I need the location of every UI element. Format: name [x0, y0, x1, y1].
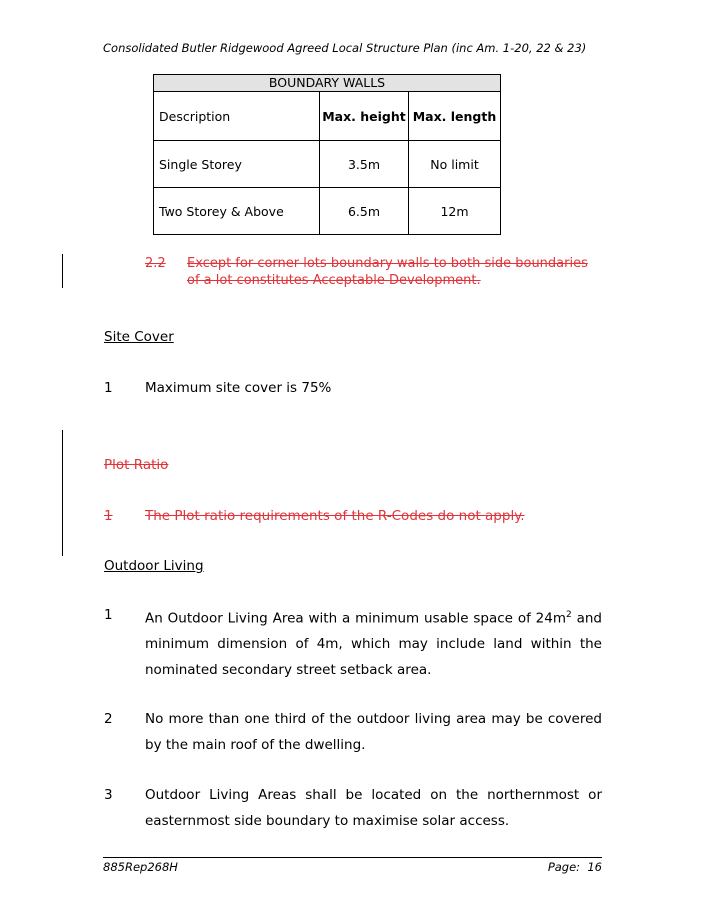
column-header-max-height: Max. height — [319, 92, 408, 141]
footer-rule — [103, 857, 602, 858]
list-item-text: No more than one third of the outdoor living area may be covered by the main roof of the dwelling. — [145, 711, 602, 753]
revision-change-bar — [62, 254, 63, 288]
table-cell-max-height: 3.5m — [319, 141, 408, 188]
table-cell-max-length: 12m — [409, 188, 501, 235]
list-item-number: 1 — [104, 508, 113, 524]
list-item-text: Maximum site cover is 75% — [145, 380, 332, 396]
revision-change-bar — [62, 430, 63, 556]
section-heading-plot-ratio: Plot Ratio — [104, 457, 169, 473]
column-header-max-length: Max. length — [409, 92, 501, 141]
table-header-row — [154, 92, 501, 141]
deleted-clause-text-line2: of a lot constitutes Acceptable Development. — [187, 273, 481, 288]
list-item-text — [145, 603, 602, 683]
table-title: BOUNDARY WALLS — [154, 75, 501, 92]
boundary-walls-table — [153, 74, 501, 235]
list-item-text-part: and minimum dimension of 4m, which may include land within the nominated secondary street setback area. — [145, 610, 602, 678]
list-item-text-part: An Outdoor Living Area with a minimum usable space of 24m — [145, 610, 567, 627]
footer-document-reference: 885Rep268H — [103, 860, 178, 874]
table-cell-description: Single Storey — [154, 141, 320, 188]
table-cell-description: Two Storey & Above — [154, 188, 320, 235]
list-item-text: The Plot ratio requirements of the R-Codes do not apply. — [145, 508, 525, 524]
list-item-number: 1 — [104, 380, 113, 396]
table-row — [154, 188, 501, 235]
footer-page-number — [548, 860, 602, 874]
deleted-clause-text-line1: Except for corner lots boundary walls to both side boundaries — [187, 256, 588, 271]
page-label: Page: — [547, 860, 581, 874]
section-heading-outdoor-living: Outdoor Living — [104, 558, 204, 574]
page-number: 16 — [587, 860, 602, 874]
document-header-title: Consolidated Butler Ridgewood Agreed Local Structure Plan (inc Am. 1-20, 22 & 23) — [103, 41, 587, 55]
list-item-number: 3 — [104, 787, 113, 803]
table-cell-max-height: 6.5m — [319, 188, 408, 235]
table-cell-max-length: No limit — [409, 141, 501, 188]
section-heading-site-cover: Site Cover — [104, 329, 174, 345]
list-item-number: 1 — [104, 607, 113, 623]
list-item-text: Outdoor Living Areas shall be located on the northernmost or easternmost side boundary to maximise solar access. — [145, 787, 602, 829]
superscript-two: 2 — [566, 610, 572, 620]
list-item-number: 2 — [104, 711, 113, 727]
deleted-clause-number: 2.2 — [145, 256, 166, 271]
table-row — [154, 141, 501, 188]
column-header-description: Description — [154, 92, 320, 141]
